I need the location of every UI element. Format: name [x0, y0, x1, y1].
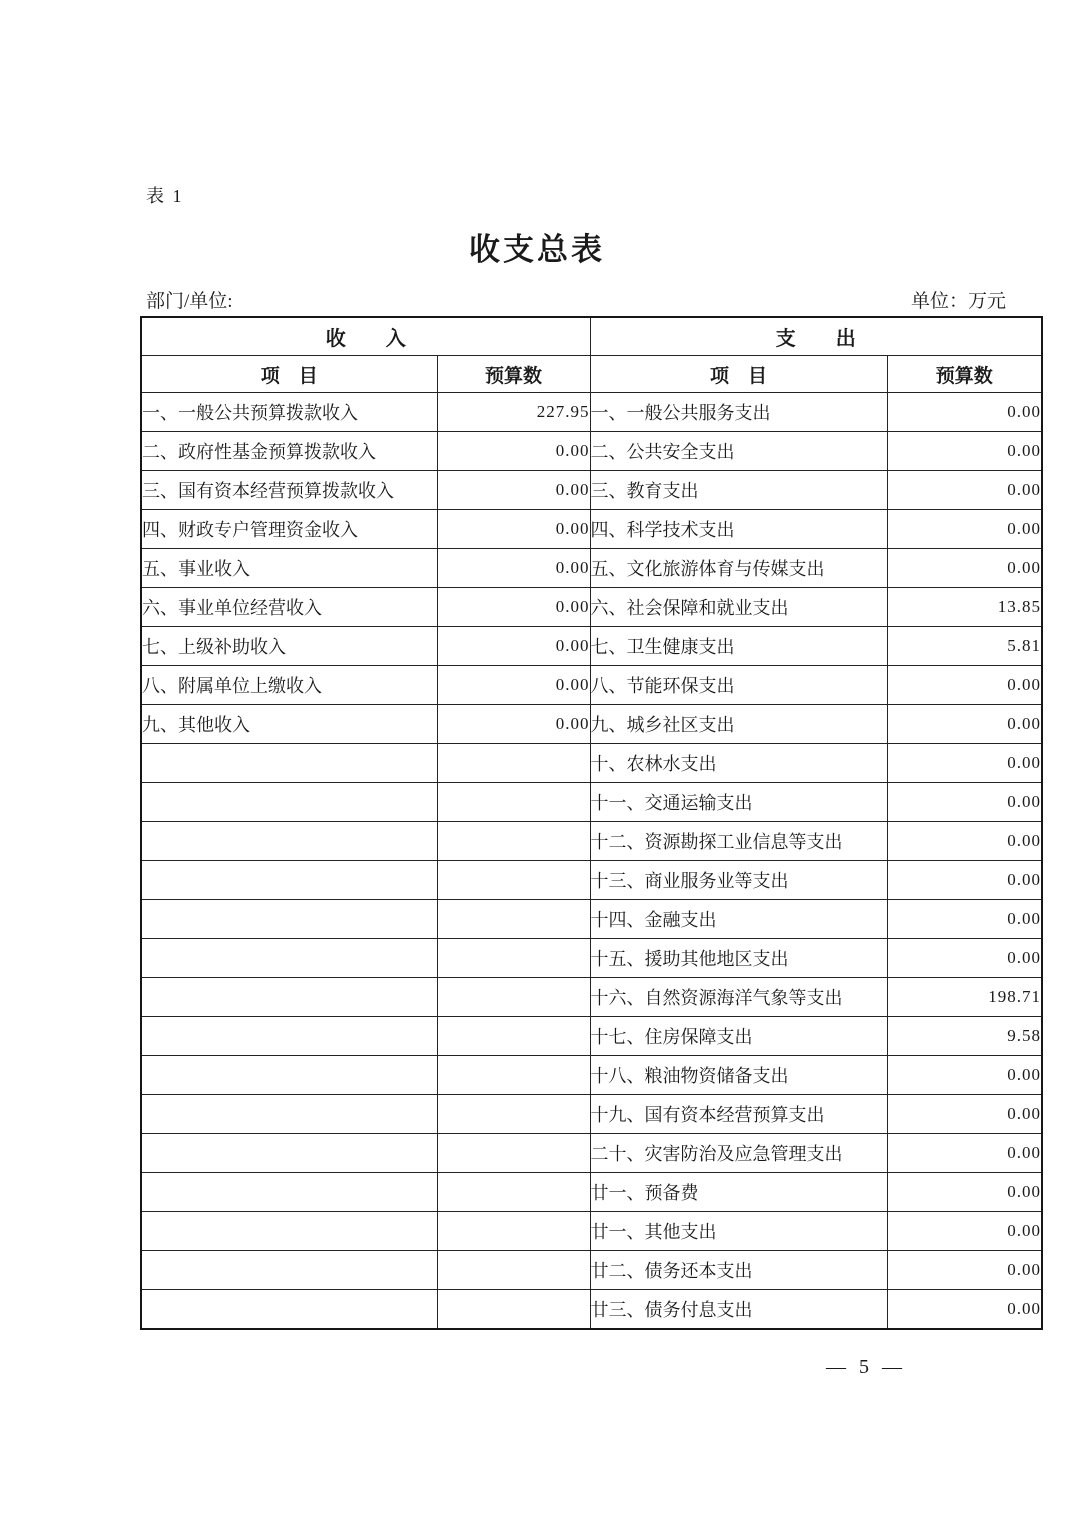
expense-value-cell: 0.00	[887, 1212, 1042, 1251]
income-item-cell	[141, 1173, 437, 1212]
expense-value-cell: 0.00	[887, 1290, 1042, 1329]
income-value-cell: 0.00	[437, 666, 590, 705]
expense-value-cell: 0.00	[887, 432, 1042, 471]
income-item-cell	[141, 861, 437, 900]
income-value-cell	[437, 1173, 590, 1212]
table-row	[141, 510, 1042, 549]
table-row	[141, 900, 1042, 939]
expense-value-cell: 9.58	[887, 1017, 1042, 1056]
income-item-col-header: 项 目	[141, 356, 437, 393]
income-item-cell	[141, 939, 437, 978]
expense-value-cell: 0.00	[887, 900, 1042, 939]
income-item-cell	[141, 783, 437, 822]
expense-value-cell: 0.00	[887, 783, 1042, 822]
income-item-cell: 九、其他收入	[141, 705, 437, 744]
expense-item-cell: 一、一般公共服务支出	[590, 393, 887, 432]
expense-item-cell: 廿二、债务还本支出	[590, 1251, 887, 1290]
expense-value-cell: 0.00	[887, 861, 1042, 900]
income-item-cell	[141, 1134, 437, 1173]
income-value-cell: 0.00	[437, 588, 590, 627]
table-row	[141, 471, 1042, 510]
income-value-cell: 0.00	[437, 705, 590, 744]
expense-item-cell: 十二、资源勘探工业信息等支出	[590, 822, 887, 861]
expense-value-cell: 0.00	[887, 1173, 1042, 1212]
income-value-cell	[437, 744, 590, 783]
info-row	[146, 286, 1006, 313]
column-header-row	[141, 356, 1042, 393]
expense-item-cell: 七、卫生健康支出	[590, 627, 887, 666]
expense-item-cell: 十、农林水支出	[590, 744, 887, 783]
expense-item-cell: 十四、金融支出	[590, 900, 887, 939]
income-item-cell: 六、事业单位经营收入	[141, 588, 437, 627]
table-row	[141, 588, 1042, 627]
income-value-cell: 0.00	[437, 432, 590, 471]
table-row	[141, 1095, 1042, 1134]
table-row	[141, 1017, 1042, 1056]
expense-item-cell: 二、公共安全支出	[590, 432, 887, 471]
income-value-cell	[437, 861, 590, 900]
expense-item-cell: 十五、援助其他地区支出	[590, 939, 887, 978]
expense-value-cell: 13.85	[887, 588, 1042, 627]
expense-item-cell: 九、城乡社区支出	[590, 705, 887, 744]
table-row	[141, 822, 1042, 861]
expense-value-cell: 0.00	[887, 1095, 1042, 1134]
expense-item-cell: 十七、住房保障支出	[590, 1017, 887, 1056]
page-number: — 5 —	[826, 1356, 906, 1378]
expense-item-cell: 六、社会保障和就业支出	[590, 588, 887, 627]
expense-value-cell: 5.81	[887, 627, 1042, 666]
income-item-cell: 四、财政专户管理资金收入	[141, 510, 437, 549]
expense-item-cell: 八、节能环保支出	[590, 666, 887, 705]
expense-value-cell: 0.00	[887, 1251, 1042, 1290]
income-value-cell	[437, 1134, 590, 1173]
expense-value-cell: 0.00	[887, 705, 1042, 744]
table-row	[141, 393, 1042, 432]
income-value-cell	[437, 822, 590, 861]
expense-value-cell: 0.00	[887, 393, 1042, 432]
income-value-cell	[437, 1290, 590, 1329]
table-row	[141, 666, 1042, 705]
income-item-cell: 五、事业收入	[141, 549, 437, 588]
income-item-cell	[141, 1212, 437, 1251]
income-item-cell	[141, 1290, 437, 1329]
income-item-cell	[141, 1251, 437, 1290]
expense-budget-col-header: 预算数	[887, 356, 1042, 393]
income-value-cell: 0.00	[437, 549, 590, 588]
table-row	[141, 861, 1042, 900]
table-row	[141, 1212, 1042, 1251]
page-title: 收支总表	[469, 232, 605, 267]
expense-value-cell: 0.00	[887, 666, 1042, 705]
expense-section-header: 支 出	[590, 317, 1042, 356]
table-row	[141, 1056, 1042, 1095]
expense-value-cell: 198.71	[887, 978, 1042, 1017]
table-row	[141, 744, 1042, 783]
expense-item-cell: 三、教育支出	[590, 471, 887, 510]
income-item-cell	[141, 1056, 437, 1095]
expense-value-cell: 0.00	[887, 939, 1042, 978]
income-value-cell	[437, 978, 590, 1017]
income-value-cell	[437, 1095, 590, 1134]
expense-value-cell: 0.00	[887, 822, 1042, 861]
income-item-cell	[141, 744, 437, 783]
expense-value-cell: 0.00	[887, 744, 1042, 783]
expense-value-cell: 0.00	[887, 471, 1042, 510]
budget-summary-table	[140, 316, 1043, 1330]
expense-item-cell: 十九、国有资本经营预算支出	[590, 1095, 887, 1134]
table-row	[141, 1251, 1042, 1290]
income-value-cell: 0.00	[437, 471, 590, 510]
income-item-cell: 八、附属单位上缴收入	[141, 666, 437, 705]
table-row	[141, 978, 1042, 1017]
dept-unit-label: 部门/单位:	[146, 291, 233, 312]
income-value-cell: 227.95	[437, 393, 590, 432]
income-value-cell	[437, 1056, 590, 1095]
income-item-cell: 二、政府性基金预算拨款收入	[141, 432, 437, 471]
expense-item-cell: 四、科学技术支出	[590, 510, 887, 549]
table-row	[141, 1173, 1042, 1212]
expense-value-cell: 0.00	[887, 510, 1042, 549]
income-value-cell	[437, 939, 590, 978]
income-section-header: 收 入	[141, 317, 590, 356]
income-item-cell: 三、国有资本经营预算拨款收入	[141, 471, 437, 510]
expense-value-cell: 0.00	[887, 1134, 1042, 1173]
table-row	[141, 705, 1042, 744]
income-item-cell	[141, 978, 437, 1017]
expense-item-cell: 廿一、其他支出	[590, 1212, 887, 1251]
table-row	[141, 1134, 1042, 1173]
expense-item-cell: 廿三、债务付息支出	[590, 1290, 887, 1329]
table-row	[141, 549, 1042, 588]
expense-item-cell: 十一、交通运输支出	[590, 783, 887, 822]
income-value-cell	[437, 1251, 590, 1290]
table-row	[141, 1290, 1042, 1329]
expense-item-cell: 十八、粮油物资储备支出	[590, 1056, 887, 1095]
income-value-cell	[437, 783, 590, 822]
income-item-cell	[141, 822, 437, 861]
expense-value-cell: 0.00	[887, 549, 1042, 588]
income-value-cell	[437, 1017, 590, 1056]
expense-item-col-header: 项 目	[590, 356, 887, 393]
income-item-cell	[141, 1095, 437, 1134]
expense-item-cell: 廿一、预备费	[590, 1173, 887, 1212]
table-row	[141, 432, 1042, 471]
expense-item-cell: 五、文化旅游体育与传媒支出	[590, 549, 887, 588]
table-row	[141, 627, 1042, 666]
unit-label: 单位：万元	[910, 291, 1006, 312]
income-item-cell: 一、一般公共预算拨款收入	[141, 393, 437, 432]
income-item-cell	[141, 1017, 437, 1056]
income-budget-col-header: 预算数	[437, 356, 590, 393]
income-value-cell	[437, 900, 590, 939]
table-row	[141, 939, 1042, 978]
section-header-row	[141, 317, 1042, 356]
expense-item-cell: 十三、商业服务业等支出	[590, 861, 887, 900]
expense-item-cell: 十六、自然资源海洋气象等支出	[590, 978, 887, 1017]
table-row	[141, 783, 1042, 822]
income-item-cell	[141, 900, 437, 939]
income-value-cell: 0.00	[437, 627, 590, 666]
income-item-cell: 七、上级补助收入	[141, 627, 437, 666]
expense-item-cell: 二十、灾害防治及应急管理支出	[590, 1134, 887, 1173]
expense-value-cell: 0.00	[887, 1056, 1042, 1095]
income-value-cell: 0.00	[437, 510, 590, 549]
table-tag: 表 1	[146, 186, 184, 206]
income-value-cell	[437, 1212, 590, 1251]
